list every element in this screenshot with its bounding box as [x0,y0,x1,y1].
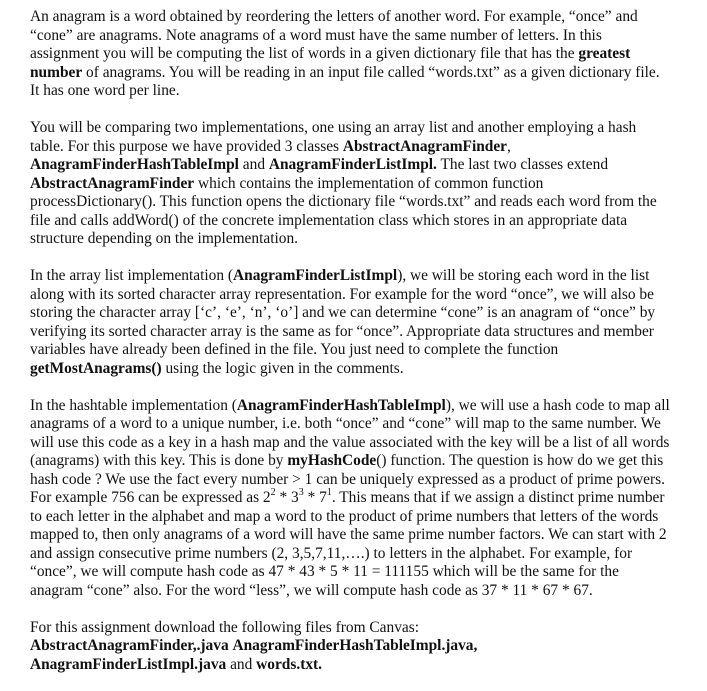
list-text-1: In the array list implementation ( [30,267,234,284]
impl-bold-abstract-finder: AbstractAnagramFinder [342,137,508,155]
impl-bold-abstract-finder-2: AbstractAnagramFinder [30,174,195,192]
download-text-4: and [226,655,257,673]
impl-text-4: The last two classes extend [436,156,609,173]
impl-text-1: You will be comparing two implementations, one using an array list and another employing a hash table. For this purpose we have provided 3 classes [30,119,637,155]
hash-bold-hashtable-impl: AnagramFinderHashTableImpl [236,396,446,414]
hash-text-4: * 3 [275,489,299,506]
hash-text-1: In the hashtable implementation ( [30,396,237,414]
hash-text-2: ), we will use a hash code to map all anagrams of a word to a unique number, i.e. both “once” and “cone” will map to the same number. We will use this code as a key in a hash map and the value associated with the key will be a list of all words (anagrams) with this key. This is done by [30,396,670,469]
hash-superscript-1: 2 [270,486,276,498]
hash-text-6: . This means that if we assign a distinct prime number to each letter in the alphabet and map a word to the product of prime numbers that letters of the words mapped to, then only anagrams of a word will have the same prime number factors. We can start with 2 and assign consecutive prime numbers (2, 3,5,7,11,….) to letters in the alphabet. For example, for “once”, we will compute hash code as 47 * 43 * 5 * 11 = 111155 which will be the same for the anagram “cone” also. For the word “less”, we will compute hash code as 37 * 11 * 67 * 67. [30,489,667,599]
hash-text-3: () function. The question is how do we get this hash code ? We use the fact every number > 1 can be uniquely expressed as a product of prime powers. For example 756 can be expressed as 2 [30,452,665,506]
paragraph-implementations [30,119,670,249]
list-text-2: ), we will be storing each word in the list along with its sorted character array representation. For example for the word “once”, we will also be storing the character array [‘c’, ‘e’, ‘n’, ‘o’] and we can determine “cone” is an anagram of “once” by verifying its sorted character array is the same as for “once”. Appropriate data structures and member variables have already been defined in the file. You just need to complete the function [30,267,656,358]
impl-text-3: and [238,156,269,173]
list-bold-list-impl: AnagramFinderListImpl [233,267,398,284]
document-body [30,8,670,674]
download-file-abstract: AbstractAnagramFinder,.java [30,637,229,654]
intro-bold-greatest-number: greatest number [30,45,631,81]
impl-bold-list-impl: AnagramFinderListImpl. [268,156,437,173]
download-file-words: words.txt. [256,655,322,673]
hash-superscript-3: 1 [326,486,332,498]
impl-bold-hashtable-impl: AnagramFinderHashTableImpl [30,156,239,173]
paragraph-intro [30,8,670,101]
list-text-3: using the logic given in the comments. [161,359,404,377]
impl-text-5: which contains the implementation of common function processDictionary(). This function opens the dictionary file “words.txt” and reads each word from the file and calls addWord() of the concrete implementation class which stores in an appropriate data structure depending on the implementation. [30,174,657,247]
download-file-hashtable: AnagramFinderHashTableImpl.java, [232,637,478,654]
paragraph-downloads [30,619,670,675]
paragraph-hashtable [30,397,670,601]
download-file-list-impl: AnagramFinderListImpl.java [30,655,227,673]
hash-text-5: * 7 [303,489,327,506]
list-bold-get-most-anagrams: getMostAnagrams() [30,359,162,377]
hash-superscript-2: 3 [298,486,304,498]
paragraph-array-list [30,267,670,378]
impl-text-2: , [507,137,511,155]
intro-text-1: An anagram is a word obtained by reordering the letters of another word. For example, “once” and “cone” are anagrams. Note anagrams of a word must have the same number of letters. In this assignment you will be computing the list of words in a given dictionary file that has the [30,8,638,62]
intro-text-2: of anagrams. You will be reading in an input file called “words.txt” as a given dictionary file. It has one word per line. [30,63,660,99]
download-text-1: For this assignment download the following files from Canvas: [30,618,419,636]
hash-bold-my-hash-code: myHashCode [287,452,377,469]
